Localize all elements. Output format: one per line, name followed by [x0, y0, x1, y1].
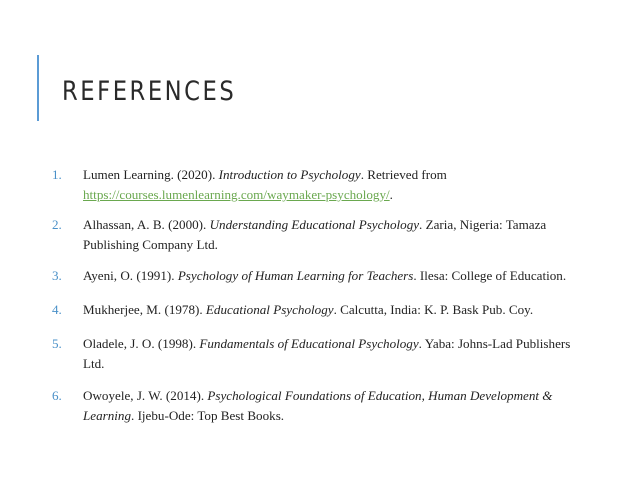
reference-authors: Lumen Learning. (2020). [83, 167, 219, 182]
accent-bar [37, 55, 39, 121]
reference-authors: Owoyele, J. W. (2014). [83, 388, 208, 403]
reference-item-1 [52, 165, 592, 205]
reference-authors: Mukherjee, M. (1978). [83, 302, 206, 317]
reference-title: Psychology of Human Learning for Teachers [177, 268, 414, 283]
reference-publisher: . Ijebu-Ode: Top Best Books. [131, 408, 285, 423]
reference-item-3 [52, 266, 592, 286]
reference-item-2 [52, 215, 592, 255]
reference-publisher: . Yaba: Johns-Lad Publishers Ltd. [83, 336, 571, 371]
reference-title: Understanding Educational Psychology [209, 217, 420, 232]
reference-item-5 [52, 334, 592, 374]
reference-authors: Ayeni, O. (1991). [83, 268, 178, 283]
reference-title: Educational Psychology [205, 302, 334, 317]
reference-authors: Oladele, J. O. (1998). [83, 336, 200, 351]
reference-item-6 [52, 386, 592, 426]
reference-publisher: . Retrieved from [360, 167, 447, 182]
reference-title: Fundamentals of Educational Psychology [199, 336, 419, 351]
reference-link-suffix: . [389, 187, 393, 202]
reference-title: Psychological Foundations of Education, Human Development & Learning [83, 388, 553, 423]
reference-number: 2. [52, 217, 62, 232]
reference-publisher: . Ilesa: College of Education. [413, 268, 567, 283]
reference-number: 5. [52, 336, 62, 351]
reference-authors: Alhassan, A. B. (2000). [83, 217, 210, 232]
reference-item-4 [52, 300, 592, 320]
reference-title: Introduction to Psychology [218, 167, 361, 182]
reference-number: 6. [52, 388, 62, 403]
page-title: REFERENCES [62, 76, 237, 107]
reference-link[interactable]: https://courses.lumenlearning.com/waymaker-psychology/ [83, 187, 390, 202]
reference-number: 1. [52, 167, 62, 182]
reference-publisher: . Calcutta, India: K. P. Bask Pub. Coy. [333, 302, 534, 317]
reference-number: 3. [52, 268, 62, 283]
reference-publisher: . Zaria, Nigeria: Tamaza Publishing Company Ltd. [83, 217, 547, 252]
reference-number: 4. [52, 302, 62, 317]
